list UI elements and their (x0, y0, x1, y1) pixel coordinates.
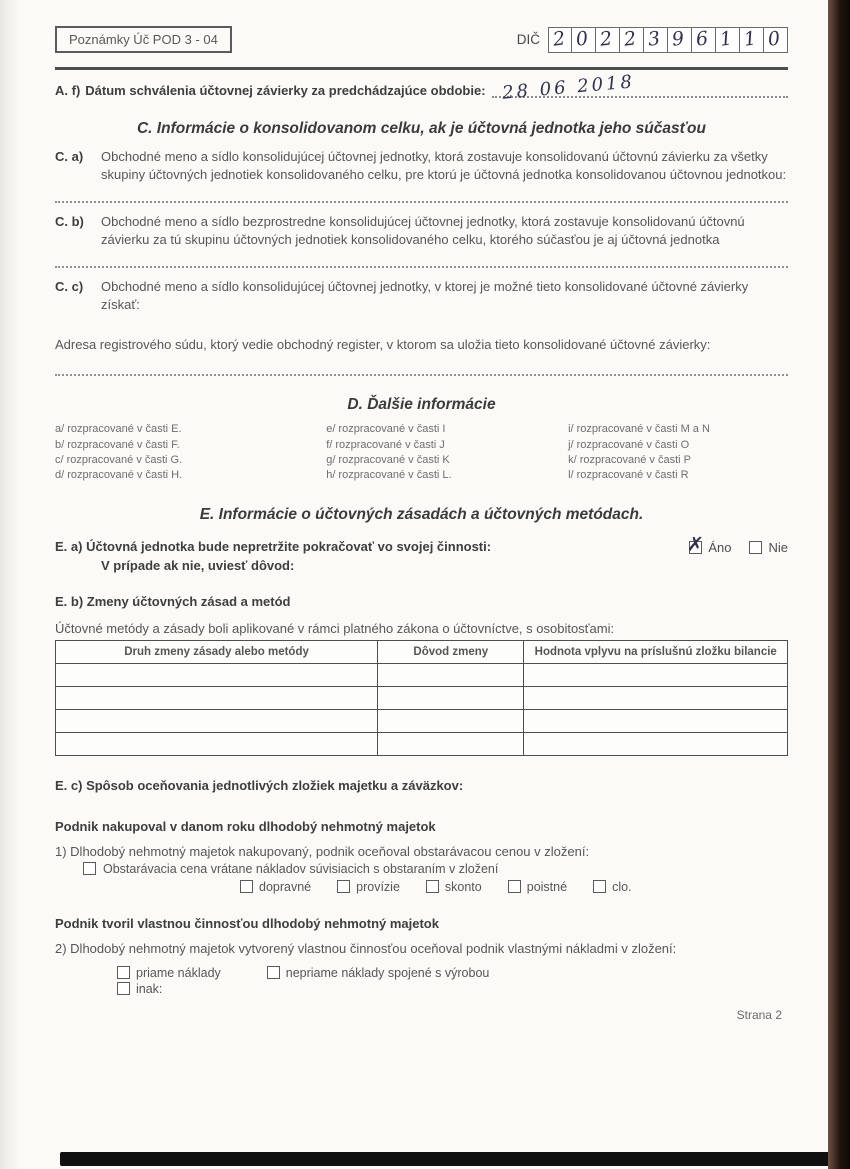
header-divider (55, 67, 788, 70)
provizie-label: provízie (356, 879, 400, 894)
handwritten-digit: 1 (718, 26, 734, 51)
section-c-a-text: Obchodné meno a sídlo konsolidujúcej účtovnej jednotky, ktorá zostavuje konsolidovanú účtovnú závierku za všetky skupiny účtovných jednotiek konsolidovaného celku, pre ktorú je účtovná jednotka konsolidovanou účtovnou jednotkou: (101, 149, 787, 182)
ano-option[interactable] (686, 531, 732, 557)
handwritten-digit: 2 (598, 26, 614, 51)
table-row (56, 732, 788, 755)
handwritten-digit: 3 (646, 26, 662, 51)
inak-label: inak: (136, 981, 163, 996)
scan-edge-right (828, 0, 850, 1169)
date-fill-line[interactable] (492, 71, 788, 104)
section-e-a-line1 (55, 538, 491, 557)
page-header (55, 26, 788, 53)
priame-naklady-label: priame náklady (136, 965, 221, 980)
inak-checkbox[interactable] (117, 982, 130, 995)
obstaravacia-option[interactable] (55, 862, 788, 876)
ano-checkbox[interactable] (686, 531, 705, 557)
skonto-checkbox[interactable] (426, 880, 439, 893)
page-number: Strana 2 (736, 1007, 782, 1022)
section-e-title: E. Informácie o účtovných zásadách a účtovných metódach. (199, 505, 644, 523)
nie-label: Nie (768, 539, 788, 555)
d-column-3 (568, 422, 788, 484)
section-a-f-label: A. f) (55, 83, 81, 98)
handwritten-digit: 0 (766, 26, 782, 51)
d-item: d/ rozpracované v časti H. (55, 469, 183, 482)
section-c-b (55, 213, 788, 248)
dic-digit-cell[interactable] (740, 27, 764, 53)
fill-line[interactable] (55, 266, 788, 268)
handwritten-digit: 0 (574, 26, 590, 51)
d-item: c/ rozpracované v časti G. (55, 454, 183, 467)
section-e-a-label: E. a) (55, 538, 83, 554)
d-item: k/ rozpracované v časti P (568, 454, 691, 467)
dic-field (517, 27, 788, 53)
poistne-option[interactable] (508, 880, 567, 894)
skonto-label: skonto (444, 879, 482, 894)
d-item: l/ rozpracované v časti R (568, 469, 689, 482)
section-c-b-text: Obchodné meno a sídlo bezprostredne konsolidujúcej účtovnej jednotky, ktorá zostavuje konsolidovanú účtovnú závierku za tú skupinu účtovných jednotiek konsolidovaného celku, ktorého súčasťou je aj účtovná jednotka (101, 214, 745, 247)
dic-digit-cell[interactable] (764, 27, 788, 53)
dic-digit-cell[interactable] (716, 27, 740, 53)
table-header-impact: Hodnota vplyvu na príslušnú zložku bilancie (524, 640, 788, 663)
dic-digit-cell[interactable] (668, 27, 692, 53)
d-item: h/ rozpracované v časti L. (326, 469, 452, 482)
table-header-type: Druh zmeny zásady alebo metódy (56, 640, 378, 663)
table-row (56, 709, 788, 732)
section-a-f-row (55, 71, 788, 104)
provizie-checkbox[interactable] (337, 880, 350, 893)
table-cell-empty[interactable] (56, 663, 378, 686)
obstaravacia-checkbox[interactable] (83, 862, 96, 875)
handwritten-x-mark: ✗ (686, 531, 705, 557)
table-cell-empty[interactable] (524, 709, 788, 732)
subsection-purchased-heading: Podnik nakupoval v danom roku dlhodobý nehmotný majetok (55, 818, 436, 834)
poistne-checkbox[interactable] (508, 880, 521, 893)
table-cell-empty[interactable] (524, 732, 788, 755)
section-e-c-heading: E. c) Spôsob oceňovania jednotlivých zložiek majetku a záväzkov: (55, 777, 464, 793)
section-e-a-question: Účtovná jednotka bude nepretržite pokračovať vo svojej činnosti: (86, 538, 492, 554)
form-id-box: Poznámky Úč POD 3 - 04 (55, 26, 232, 53)
handwritten-digit: 6 (694, 26, 710, 51)
fill-line[interactable] (55, 374, 788, 376)
table-cell-empty[interactable] (524, 686, 788, 709)
nepriame-naklady-label: nepriame náklady spojené s výrobou (285, 965, 490, 980)
dopravne-option[interactable] (240, 880, 311, 894)
own-cost-options (55, 966, 788, 980)
skonto-option[interactable] (426, 880, 482, 894)
d-item: g/ rozpracované v časti K (326, 454, 450, 467)
nepriame-naklady-option[interactable] (267, 966, 490, 980)
section-e-a-text-block (55, 538, 491, 576)
d-column-2 (326, 422, 568, 484)
dopravne-label: dopravné (259, 879, 312, 894)
table-cell-empty[interactable] (378, 686, 524, 709)
handwritten-digit: 2 (622, 26, 638, 51)
dic-digit-boxes[interactable] (548, 27, 788, 53)
section-e-a-row (55, 531, 788, 576)
d-item: e/ rozpracované v časti I (326, 423, 446, 436)
fill-line[interactable] (55, 201, 788, 203)
table-cell-empty[interactable] (56, 732, 378, 755)
nepriame-naklady-checkbox[interactable] (267, 966, 280, 979)
table-header-row (56, 640, 788, 663)
dopravne-checkbox[interactable] (240, 880, 253, 893)
section-c-c-label: C. c) (55, 279, 84, 295)
dic-digit-cell[interactable] (572, 27, 596, 53)
table-cell-empty[interactable] (524, 663, 788, 686)
ano-label: Áno (708, 539, 732, 555)
d-item: f/ rozpracované v časti J (326, 438, 445, 451)
clo-label: clo. (612, 879, 632, 894)
handwritten-digit: 1 (742, 26, 758, 51)
changes-table (55, 640, 788, 756)
item-2-text: 2) Dlhodobý nehmotný majetok vytvorený vlastnou činnosťou oceňoval podnik vlastnými nákladmi v zložení: (55, 940, 677, 956)
nie-checkbox[interactable] (749, 541, 762, 554)
d-item: b/ rozpracované v časti F. (55, 438, 180, 451)
subsection-own-activity-heading: Podnik tvoril vlastnou činnosťou dlhodobý nehmotný majetok (55, 915, 439, 931)
section-c-title: C. Informácie o konsolidovanom celku, ak je účtovná jednotka jeho súčasťou (136, 120, 706, 137)
section-c-c (55, 278, 788, 313)
d-column-1 (55, 422, 326, 484)
section-e-b-heading: E. b) Zmeny účtovných zásad a metód (55, 593, 291, 609)
section-a-f-text: Dátum schválenia účtovnej závierky za predchádzajúce obdobie: (85, 83, 486, 98)
scan-edge-bottom (60, 1152, 836, 1166)
item-1-text: 1) Dlhodobý nehmotný majetok nakupovaný, podnik oceňoval obstarávacou cenou v zložení: (55, 843, 590, 859)
provizie-option[interactable] (337, 880, 400, 894)
dic-digit-cell[interactable] (548, 27, 572, 53)
inak-option[interactable] (117, 982, 162, 996)
handwritten-digit: 9 (670, 26, 686, 51)
priame-naklady-option[interactable] (117, 966, 221, 980)
dic-digit-cell[interactable] (644, 27, 668, 53)
table-cell-empty[interactable] (378, 663, 524, 686)
d-item: i/ rozpracované v časti M a N (568, 423, 710, 436)
priame-naklady-checkbox[interactable] (117, 966, 130, 979)
handwritten-digit: 2 (551, 26, 567, 51)
poistne-label: poistné (526, 879, 568, 894)
table-cell-empty[interactable] (56, 686, 378, 709)
section-c-a-label: C. a) (55, 149, 84, 164)
yes-no-checkboxes (686, 531, 788, 576)
table-header-reason: Dôvod zmeny (378, 640, 524, 663)
dic-digit-cell[interactable] (692, 27, 716, 53)
nie-option[interactable] (749, 540, 788, 555)
obstaravacia-label: Obstarávacia cena vrátane nákladov súvisiacich s obstaraním v zložení (103, 861, 499, 876)
d-item: a/ rozpracované v časti E. (55, 423, 182, 436)
table-cell-empty[interactable] (56, 709, 378, 732)
handwritten-date: 28 06 2018 (500, 71, 636, 104)
section-c-a (55, 148, 788, 183)
section-d-title: D. Ďalšie informácie (347, 396, 496, 414)
table-row (56, 686, 788, 709)
dic-digit-cell[interactable] (620, 27, 644, 53)
section-c-b-label: C. b) (55, 214, 84, 230)
cost-components-options (55, 880, 788, 894)
table-row (56, 663, 788, 686)
clo-option[interactable] (593, 880, 631, 894)
section-e-b-note: Účtovné metódy a zásady boli aplikované v rámci platného zákona o účtovníctve, s osobitosťami: (55, 620, 615, 636)
section-e-a-line2: V prípade ak nie, uviesť dôvod: (101, 557, 295, 573)
section-d-columns (55, 422, 788, 484)
table-cell-empty[interactable] (378, 732, 524, 755)
dic-label: DIČ (516, 32, 540, 47)
section-c-c-text: Obchodné meno a sídlo konsolidujúcej účtovnej jednotky, v ktorej je možné tieto konsolidované účtovné závierky získať: (101, 279, 749, 312)
dic-digit-cell[interactable] (596, 27, 620, 53)
table-cell-empty[interactable] (378, 709, 524, 732)
inak-option-row (55, 982, 788, 996)
registry-court-text: Adresa registrového súdu, ktorý vedie obchodný register, v ktorom sa uložia tieto konsolidované účtovné závierky: (55, 337, 711, 353)
d-item: j/ rozpracované v časti O (568, 438, 690, 451)
clo-checkbox[interactable] (593, 880, 606, 893)
